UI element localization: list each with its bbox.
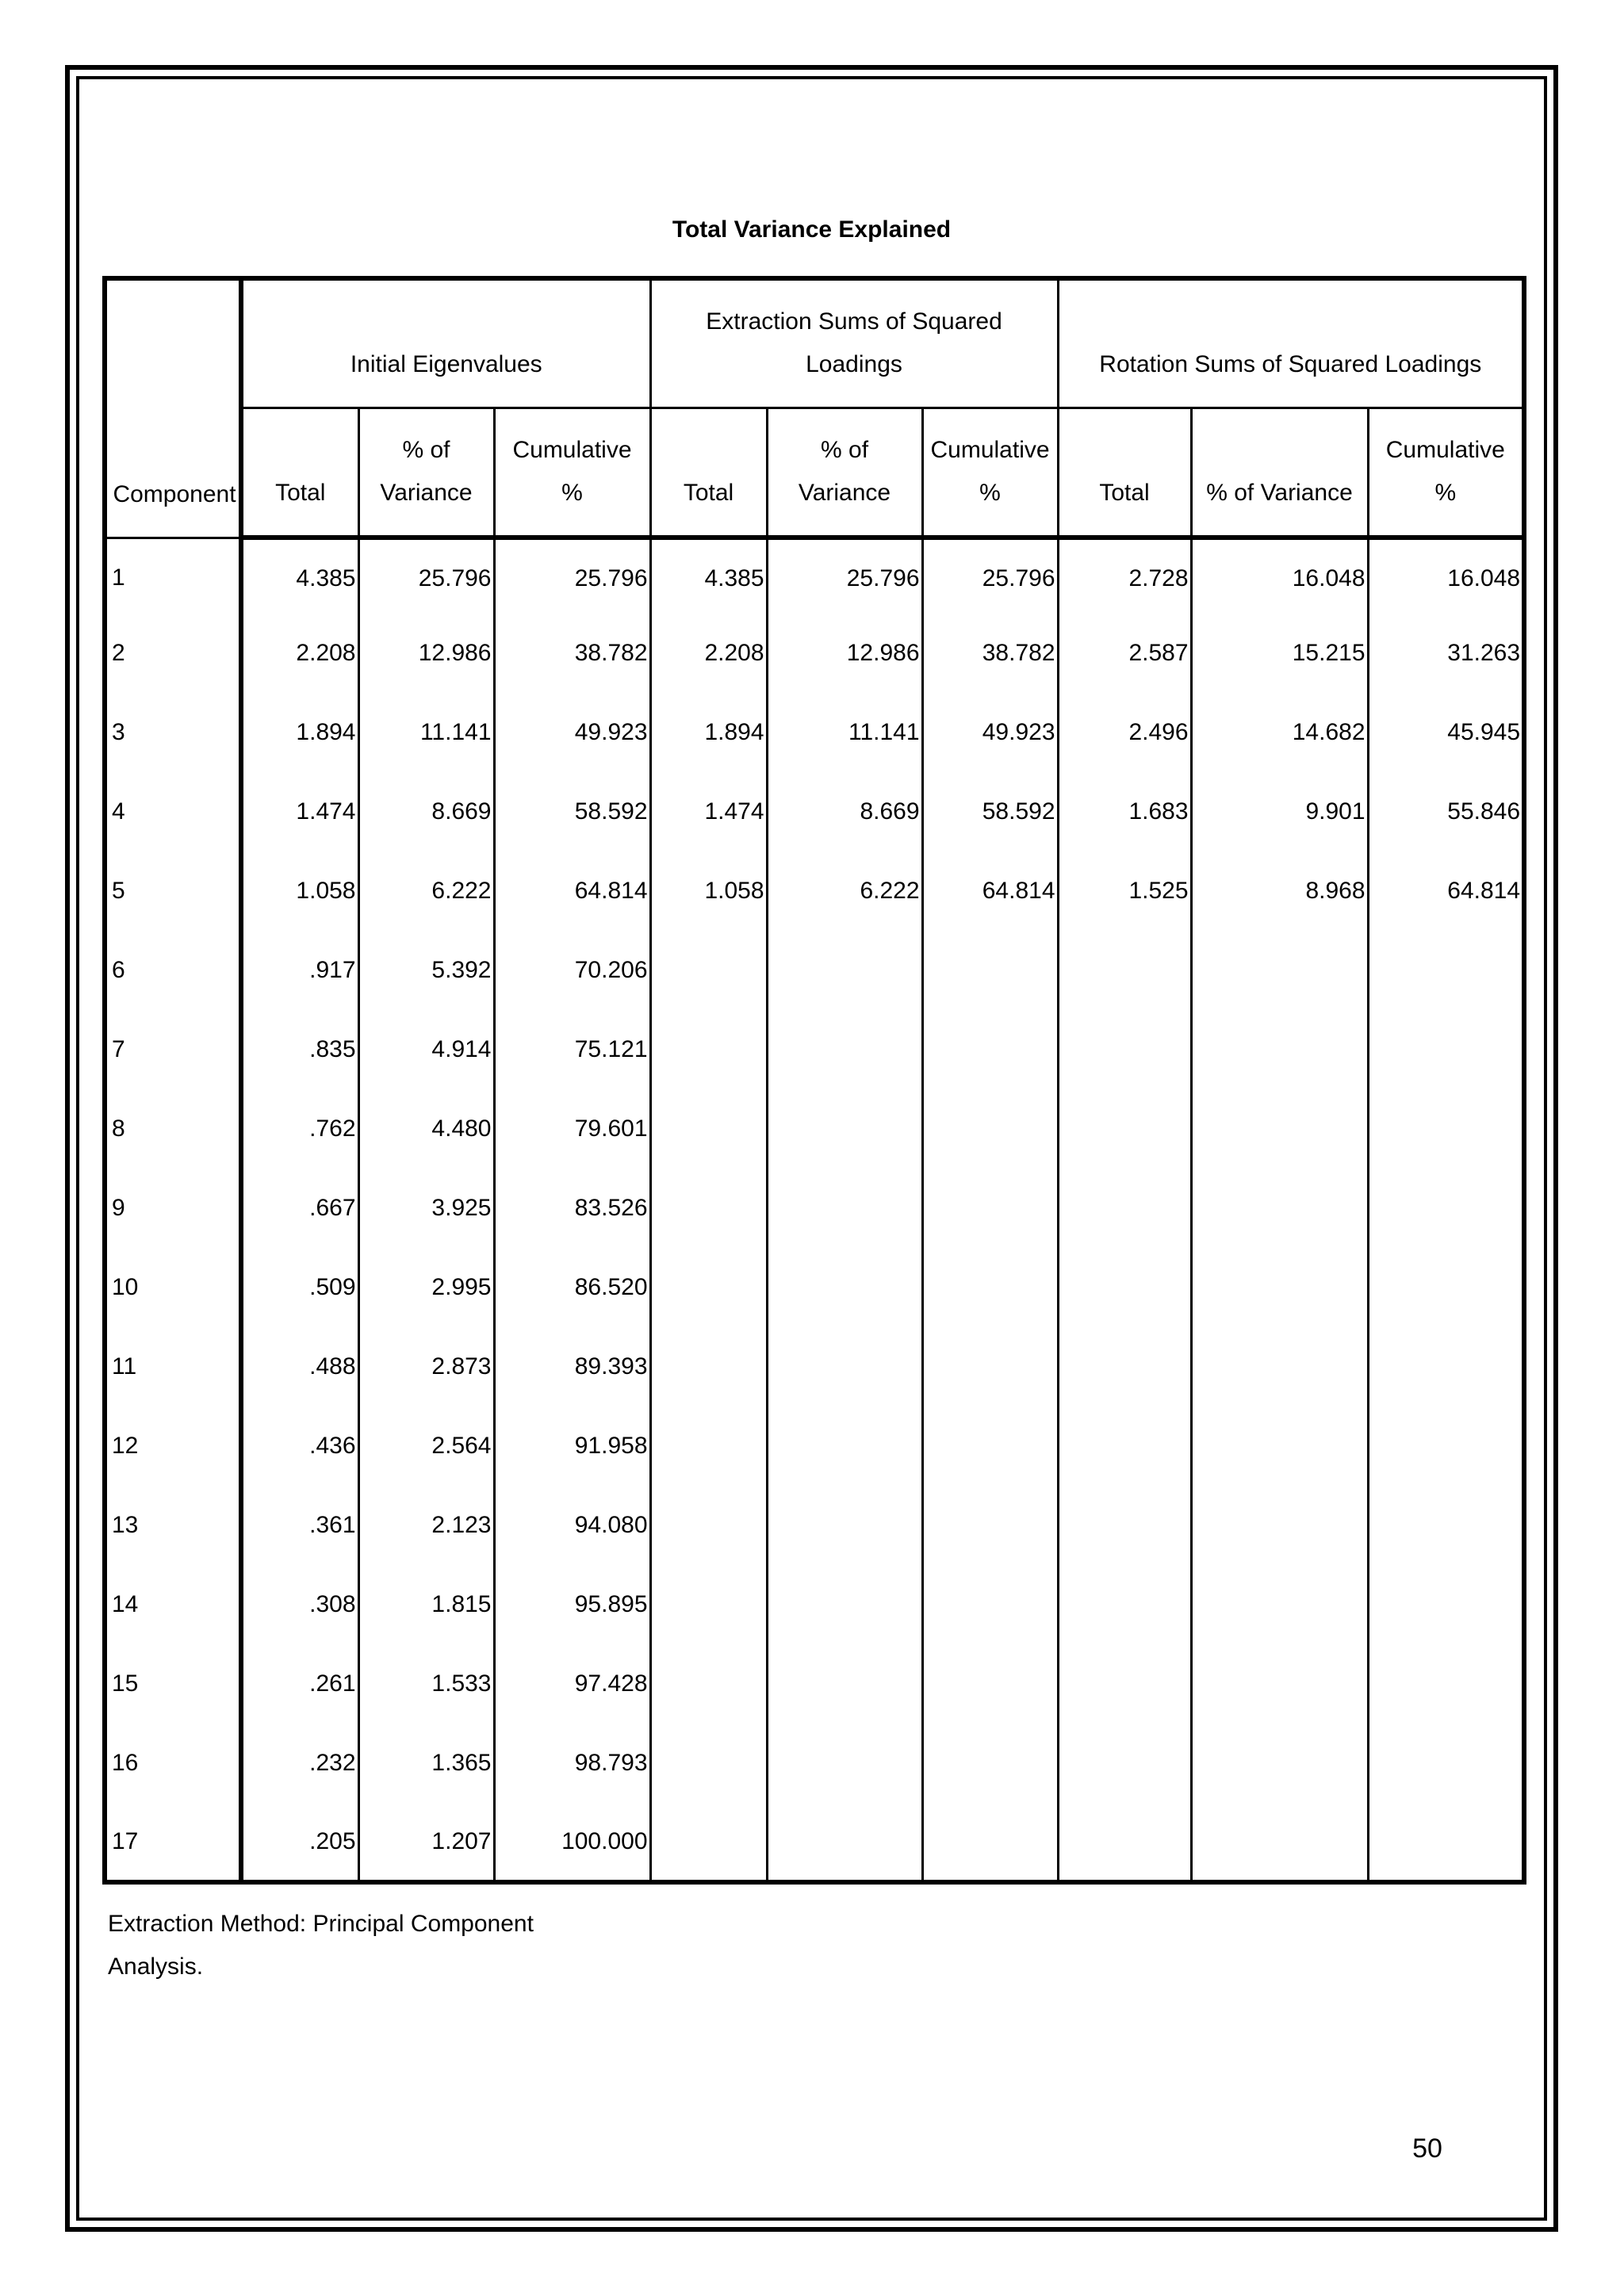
value-cell: .261 (241, 1644, 358, 1724)
value-cell (1191, 1486, 1368, 1565)
table-row (105, 614, 1524, 693)
value-cell: 58.592 (922, 772, 1058, 851)
value-cell (650, 1248, 767, 1327)
value-cell (922, 1248, 1058, 1327)
value-cell (1191, 1724, 1368, 1803)
value-cell (922, 1169, 1058, 1248)
value-cell (1368, 1169, 1524, 1248)
column-header-rotation-pct (1191, 408, 1368, 538)
value-cell: 94.080 (494, 1486, 650, 1565)
value-cell: 11.141 (767, 693, 922, 772)
component-cell: 13 (105, 1486, 241, 1565)
value-cell: 8.968 (1191, 851, 1368, 931)
value-cell (767, 1089, 922, 1169)
value-cell (1368, 1803, 1524, 1882)
header-text: % of (821, 437, 869, 463)
value-cell (650, 1644, 767, 1724)
value-cell: 8.669 (767, 772, 922, 851)
table-row (105, 538, 1524, 614)
component-cell: 16 (105, 1724, 241, 1803)
value-cell: 70.206 (494, 931, 650, 1010)
value-cell (922, 1486, 1058, 1565)
header-text: Total (1099, 480, 1150, 506)
header-text: Total (275, 480, 326, 506)
value-cell (1368, 1248, 1524, 1327)
table-row (105, 1565, 1524, 1644)
group-header-extraction-line1: Extraction Sums of Squared (706, 308, 1002, 335)
value-cell (767, 1406, 922, 1486)
value-cell (650, 1803, 767, 1882)
value-cell (1058, 1327, 1191, 1406)
component-cell: 1 (105, 538, 241, 614)
value-cell (1191, 1248, 1368, 1327)
value-cell: .509 (241, 1248, 358, 1327)
table-row (105, 1010, 1524, 1089)
table-row (105, 1248, 1524, 1327)
value-cell (650, 1486, 767, 1565)
column-header-initial-cum (494, 408, 650, 538)
value-cell: 8.669 (358, 772, 494, 851)
footnote (108, 1903, 663, 1988)
value-cell (650, 1169, 767, 1248)
table-row (105, 931, 1524, 1010)
value-cell (1058, 1010, 1191, 1089)
value-cell (1058, 1724, 1191, 1803)
table-row (105, 1406, 1524, 1486)
value-cell (767, 1169, 922, 1248)
value-cell: 1.815 (358, 1565, 494, 1644)
value-cell: 12.986 (358, 614, 494, 693)
group-header-extraction-line2: Loadings (806, 350, 902, 377)
group-header-extraction (650, 278, 1058, 408)
value-cell: 31.263 (1447, 640, 1521, 666)
value-cell: 1.533 (358, 1644, 494, 1724)
value-cell: 4.914 (358, 1010, 494, 1089)
column-header-rotation-cum (1368, 408, 1524, 538)
value-cell: 45.945 (1447, 719, 1521, 745)
value-cell (922, 931, 1058, 1010)
value-cell (1058, 1089, 1191, 1169)
value-cell (1191, 1803, 1368, 1882)
value-cell: .835 (241, 1010, 358, 1089)
value-cell: 75.121 (494, 1010, 650, 1089)
value-cell: 1.058 (650, 851, 767, 931)
value-cell: 79.601 (494, 1089, 650, 1169)
value-cell: 91.958 (494, 1406, 650, 1486)
header-text: % (561, 480, 583, 506)
value-cell (1368, 931, 1524, 1010)
value-cell: 14.682 (1191, 693, 1368, 772)
value-cell: 1.474 (241, 772, 358, 851)
value-cell: 89.393 (494, 1327, 650, 1406)
value-cell (650, 931, 767, 1010)
value-cell (1191, 1010, 1368, 1089)
table-title: Total Variance Explained (672, 216, 952, 243)
value-cell: .308 (241, 1565, 358, 1644)
value-cell: 38.782 (922, 614, 1058, 693)
value-cell (922, 1644, 1058, 1724)
header-text: Total (683, 480, 734, 506)
component-cell: 8 (105, 1089, 241, 1169)
component-cell: 5 (105, 851, 241, 931)
value-cell (1058, 931, 1191, 1010)
table-row (105, 1327, 1524, 1406)
header-text: Cumulative (930, 437, 1050, 463)
table-row (105, 1803, 1524, 1882)
value-cell (1058, 1644, 1191, 1724)
value-cell (922, 1089, 1058, 1169)
component-cell: 10 (105, 1248, 241, 1327)
value-cell: 6.222 (358, 851, 494, 931)
group-header-initial-label: Initial Eigenvalues (350, 350, 542, 377)
variance-table (102, 276, 1526, 1885)
value-cell: 16.048 (1447, 564, 1521, 591)
value-cell (922, 1565, 1058, 1644)
header-text: Cumulative (512, 437, 632, 463)
value-cell: 25.796 (767, 538, 922, 614)
value-cell (650, 1010, 767, 1089)
value-cell: 1.365 (358, 1724, 494, 1803)
value-cell: 86.520 (494, 1248, 650, 1327)
value-cell (767, 1248, 922, 1327)
value-cell (1368, 1724, 1524, 1803)
value-cell (650, 1406, 767, 1486)
value-cell: 1.207 (358, 1803, 494, 1882)
value-cell: 83.526 (494, 1169, 650, 1248)
page-number: 50 (1412, 2133, 1442, 2164)
component-cell: 14 (105, 1565, 241, 1644)
value-cell: 15.215 (1191, 614, 1368, 693)
value-cell (650, 1724, 767, 1803)
value-cell (1191, 1169, 1368, 1248)
component-cell: 7 (105, 1010, 241, 1089)
value-cell: .762 (241, 1089, 358, 1169)
value-cell: 2.728 (1058, 538, 1191, 614)
value-cell: 64.814 (922, 851, 1058, 931)
column-header-extraction-total (650, 408, 767, 538)
value-cell (1191, 1406, 1368, 1486)
value-cell (1058, 1248, 1191, 1327)
value-cell (1368, 1327, 1524, 1406)
value-cell (767, 1486, 922, 1565)
table-row (105, 1089, 1524, 1169)
value-cell (1058, 1406, 1191, 1486)
header-text: % of (402, 437, 450, 463)
value-cell (650, 1565, 767, 1644)
footnote-line1: Extraction Method: Principal Component (108, 1911, 534, 1937)
table-row (105, 772, 1524, 851)
value-cell: .361 (241, 1486, 358, 1565)
table-row (105, 1486, 1524, 1565)
value-cell: 1.894 (650, 693, 767, 772)
component-cell: 3 (105, 693, 241, 772)
component-cell: 4 (105, 772, 241, 851)
value-cell: 95.895 (494, 1565, 650, 1644)
value-cell: 1.683 (1058, 772, 1191, 851)
column-header-component: Component (105, 278, 241, 538)
column-header-initial-total (241, 408, 358, 538)
value-cell (1058, 1169, 1191, 1248)
value-cell: 100.000 (494, 1803, 650, 1882)
value-cell (1191, 1644, 1368, 1724)
value-cell: 1.474 (650, 772, 767, 851)
value-cell (1368, 1406, 1524, 1486)
value-cell: 55.846 (1447, 798, 1521, 825)
value-cell: .205 (241, 1803, 358, 1882)
value-cell: 2.995 (358, 1248, 494, 1327)
value-cell (767, 1327, 922, 1406)
value-cell: 2.496 (1058, 693, 1191, 772)
value-cell (1191, 1089, 1368, 1169)
value-cell: 25.796 (494, 538, 650, 614)
value-cell: 6.222 (767, 851, 922, 931)
component-cell: 15 (105, 1644, 241, 1724)
header-text: Variance (380, 480, 473, 506)
value-cell: 1.894 (241, 693, 358, 772)
component-cell: 12 (105, 1406, 241, 1486)
component-cell: 17 (105, 1803, 241, 1882)
value-cell (1191, 1327, 1368, 1406)
component-cell: 11 (105, 1327, 241, 1406)
value-cell: 2.873 (358, 1327, 494, 1406)
value-cell (650, 1089, 767, 1169)
value-cell (1058, 1565, 1191, 1644)
header-text: % (979, 480, 1001, 506)
table-row (105, 1169, 1524, 1248)
table-row (105, 1724, 1524, 1803)
value-cell: 49.923 (494, 693, 650, 772)
value-cell: .436 (241, 1406, 358, 1486)
value-cell: 9.901 (1191, 772, 1368, 851)
value-cell: 5.392 (358, 931, 494, 1010)
value-cell: .488 (241, 1327, 358, 1406)
value-cell (767, 931, 922, 1010)
value-cell: 2.208 (241, 614, 358, 693)
footnote-line2: Analysis. (108, 1954, 204, 1980)
value-cell: 1.058 (241, 851, 358, 931)
header-text: Variance (798, 480, 891, 506)
value-cell (922, 1010, 1058, 1089)
value-cell (922, 1406, 1058, 1486)
table-body (105, 538, 1524, 1882)
value-cell: 64.814 (494, 851, 650, 931)
table-row (105, 1644, 1524, 1724)
group-header-rotation (1058, 278, 1524, 408)
column-header-extraction-pct (767, 408, 922, 538)
value-cell: 2.123 (358, 1486, 494, 1565)
value-cell: 58.592 (494, 772, 650, 851)
value-cell: 98.793 (494, 1724, 650, 1803)
value-cell: 2.587 (1058, 614, 1191, 693)
value-cell: .232 (241, 1724, 358, 1803)
value-cell: 4.385 (241, 538, 358, 614)
value-cell: 2.564 (358, 1406, 494, 1486)
header-text: Cumulative (1385, 437, 1505, 463)
header-text: % of Variance (1206, 480, 1353, 506)
group-header-rotation-label: Rotation Sums of Squared Loadings (1099, 350, 1482, 377)
value-cell (650, 1327, 767, 1406)
value-cell (1191, 931, 1368, 1010)
value-cell (922, 1724, 1058, 1803)
value-cell (922, 1327, 1058, 1406)
value-cell (1368, 1565, 1524, 1644)
value-cell (767, 1565, 922, 1644)
value-cell: 25.796 (358, 538, 494, 614)
value-cell (1368, 1644, 1524, 1724)
value-cell: 4.480 (358, 1089, 494, 1169)
value-cell (1191, 1565, 1368, 1644)
component-cell: 9 (105, 1169, 241, 1248)
value-cell (1368, 1089, 1524, 1169)
value-cell: .667 (241, 1169, 358, 1248)
value-cell: 12.986 (767, 614, 922, 693)
value-cell: 1.525 (1058, 851, 1191, 931)
value-cell: 4.385 (650, 538, 767, 614)
value-cell: 16.048 (1191, 538, 1368, 614)
value-cell: 64.814 (1447, 878, 1521, 904)
value-cell: 11.141 (358, 693, 494, 772)
value-cell (767, 1644, 922, 1724)
header-text: % (1434, 480, 1457, 506)
value-cell (1368, 1010, 1524, 1089)
component-cell: 6 (105, 931, 241, 1010)
column-header-extraction-cum (922, 408, 1058, 538)
column-header-rotation-total (1058, 408, 1191, 538)
value-cell (1058, 1803, 1191, 1882)
value-cell: .917 (241, 931, 358, 1010)
value-cell (767, 1724, 922, 1803)
value-cell (767, 1010, 922, 1089)
value-cell: 97.428 (494, 1644, 650, 1724)
group-header-initial-eigenvalues (241, 278, 650, 408)
value-cell: 38.782 (494, 614, 650, 693)
value-cell (1368, 1486, 1524, 1565)
value-cell: 25.796 (922, 538, 1058, 614)
value-cell: 3.925 (358, 1169, 494, 1248)
table-row (105, 851, 1524, 931)
value-cell (767, 1803, 922, 1882)
table-row (105, 693, 1524, 772)
value-cell (922, 1803, 1058, 1882)
value-cell: 2.208 (650, 614, 767, 693)
value-cell (1058, 1486, 1191, 1565)
value-cell: 49.923 (922, 693, 1058, 772)
component-cell: 2 (105, 614, 241, 693)
column-header-initial-pct (358, 408, 494, 538)
